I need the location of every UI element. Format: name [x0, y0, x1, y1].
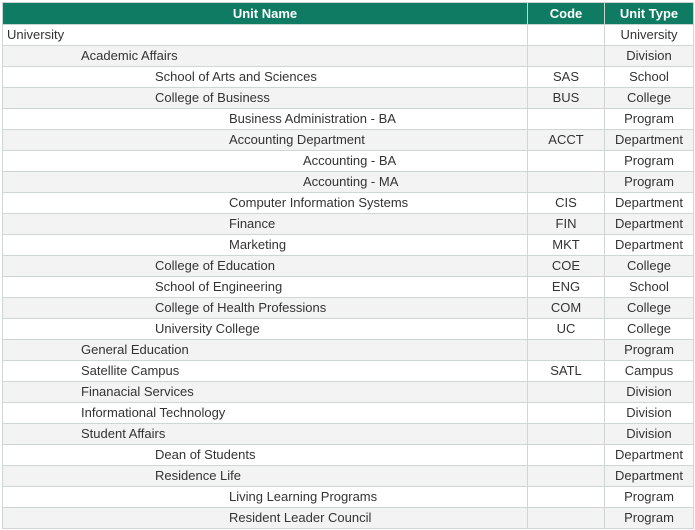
- unit-type-cell: College: [605, 319, 694, 340]
- table-row[interactable]: [3, 88, 694, 109]
- unit-name-cell: University College: [3, 319, 528, 340]
- code-cell: [528, 109, 605, 130]
- unit-name-cell: Living Learning Programs: [3, 487, 528, 508]
- code-cell: [528, 340, 605, 361]
- code-cell: [528, 25, 605, 46]
- table-row[interactable]: [3, 424, 694, 445]
- table-row[interactable]: [3, 151, 694, 172]
- unit-name-cell: Accounting Department: [3, 130, 528, 151]
- unit-type-cell: Program: [605, 508, 694, 529]
- units-table: [2, 2, 694, 529]
- unit-name-cell: College of Education: [3, 256, 528, 277]
- code-cell: [528, 487, 605, 508]
- unit-type-cell: Division: [605, 382, 694, 403]
- unit-name-cell: School of Engineering: [3, 277, 528, 298]
- table-body: [3, 25, 694, 529]
- unit-name-cell: Finanacial Services: [3, 382, 528, 403]
- table-row[interactable]: [3, 277, 694, 298]
- table-row[interactable]: [3, 46, 694, 67]
- unit-name-cell: Resident Leader Council: [3, 508, 528, 529]
- units-table-container: [2, 2, 693, 529]
- unit-name-cell: Student Affairs: [3, 424, 528, 445]
- table-row[interactable]: [3, 214, 694, 235]
- code-cell: [528, 403, 605, 424]
- header-row: [3, 3, 694, 25]
- code-cell: [528, 445, 605, 466]
- unit-type-cell: Division: [605, 46, 694, 67]
- table-row[interactable]: [3, 172, 694, 193]
- code-cell: MKT: [528, 235, 605, 256]
- unit-type-cell: Campus: [605, 361, 694, 382]
- unit-name-cell: College of Health Professions: [3, 298, 528, 319]
- code-cell: BUS: [528, 88, 605, 109]
- unit-type-cell: Department: [605, 466, 694, 487]
- table-row[interactable]: [3, 298, 694, 319]
- table-row[interactable]: [3, 193, 694, 214]
- unit-name-cell: College of Business: [3, 88, 528, 109]
- code-cell: [528, 46, 605, 67]
- unit-type-cell: College: [605, 88, 694, 109]
- table-row[interactable]: [3, 403, 694, 424]
- unit-name-cell: Accounting - MA: [3, 172, 528, 193]
- column-header-unit-name[interactable]: Unit Name: [3, 3, 528, 25]
- table-row[interactable]: [3, 340, 694, 361]
- unit-name-cell: Informational Technology: [3, 403, 528, 424]
- table-row[interactable]: [3, 235, 694, 256]
- unit-name-cell: Academic Affairs: [3, 46, 528, 67]
- table-row[interactable]: [3, 130, 694, 151]
- code-cell: COE: [528, 256, 605, 277]
- unit-type-cell: Program: [605, 151, 694, 172]
- unit-type-cell: Department: [605, 193, 694, 214]
- table-row[interactable]: [3, 319, 694, 340]
- code-cell: [528, 424, 605, 445]
- code-cell: [528, 151, 605, 172]
- unit-name-cell: School of Arts and Sciences: [3, 67, 528, 88]
- unit-type-cell: Division: [605, 403, 694, 424]
- unit-type-cell: College: [605, 256, 694, 277]
- table-header: [3, 3, 694, 25]
- table-row[interactable]: [3, 466, 694, 487]
- column-header-code[interactable]: Code: [528, 3, 605, 25]
- unit-name-cell: Computer Information Systems: [3, 193, 528, 214]
- unit-type-cell: School: [605, 277, 694, 298]
- unit-type-cell: School: [605, 67, 694, 88]
- table-row[interactable]: [3, 109, 694, 130]
- table-row[interactable]: [3, 361, 694, 382]
- table-row[interactable]: [3, 25, 694, 46]
- unit-name-cell: University: [3, 25, 528, 46]
- unit-type-cell: Department: [605, 214, 694, 235]
- unit-name-cell: General Education: [3, 340, 528, 361]
- unit-name-cell: Accounting - BA: [3, 151, 528, 172]
- table-row[interactable]: [3, 487, 694, 508]
- unit-type-cell: Division: [605, 424, 694, 445]
- code-cell: SATL: [528, 361, 605, 382]
- code-cell: UC: [528, 319, 605, 340]
- code-cell: [528, 382, 605, 403]
- unit-type-cell: Program: [605, 172, 694, 193]
- code-cell: [528, 172, 605, 193]
- table-row[interactable]: [3, 445, 694, 466]
- unit-name-cell: Satellite Campus: [3, 361, 528, 382]
- unit-type-cell: College: [605, 298, 694, 319]
- unit-type-cell: Program: [605, 487, 694, 508]
- unit-type-cell: Department: [605, 445, 694, 466]
- unit-name-cell: Finance: [3, 214, 528, 235]
- unit-type-cell: Program: [605, 109, 694, 130]
- unit-type-cell: Program: [605, 340, 694, 361]
- code-cell: ENG: [528, 277, 605, 298]
- unit-name-cell: Marketing: [3, 235, 528, 256]
- unit-name-cell: Dean of Students: [3, 445, 528, 466]
- table-row[interactable]: [3, 508, 694, 529]
- unit-type-cell: University: [605, 25, 694, 46]
- code-cell: FIN: [528, 214, 605, 235]
- code-cell: [528, 508, 605, 529]
- table-row[interactable]: [3, 67, 694, 88]
- unit-type-cell: Department: [605, 235, 694, 256]
- code-cell: CIS: [528, 193, 605, 214]
- code-cell: SAS: [528, 67, 605, 88]
- column-header-unit-type[interactable]: Unit Type: [605, 3, 694, 25]
- unit-name-cell: Residence Life: [3, 466, 528, 487]
- code-cell: ACCT: [528, 130, 605, 151]
- unit-type-cell: Department: [605, 130, 694, 151]
- unit-name-cell: Business Administration - BA: [3, 109, 528, 130]
- table-row[interactable]: [3, 256, 694, 277]
- code-cell: [528, 466, 605, 487]
- table-row[interactable]: [3, 382, 694, 403]
- code-cell: COM: [528, 298, 605, 319]
